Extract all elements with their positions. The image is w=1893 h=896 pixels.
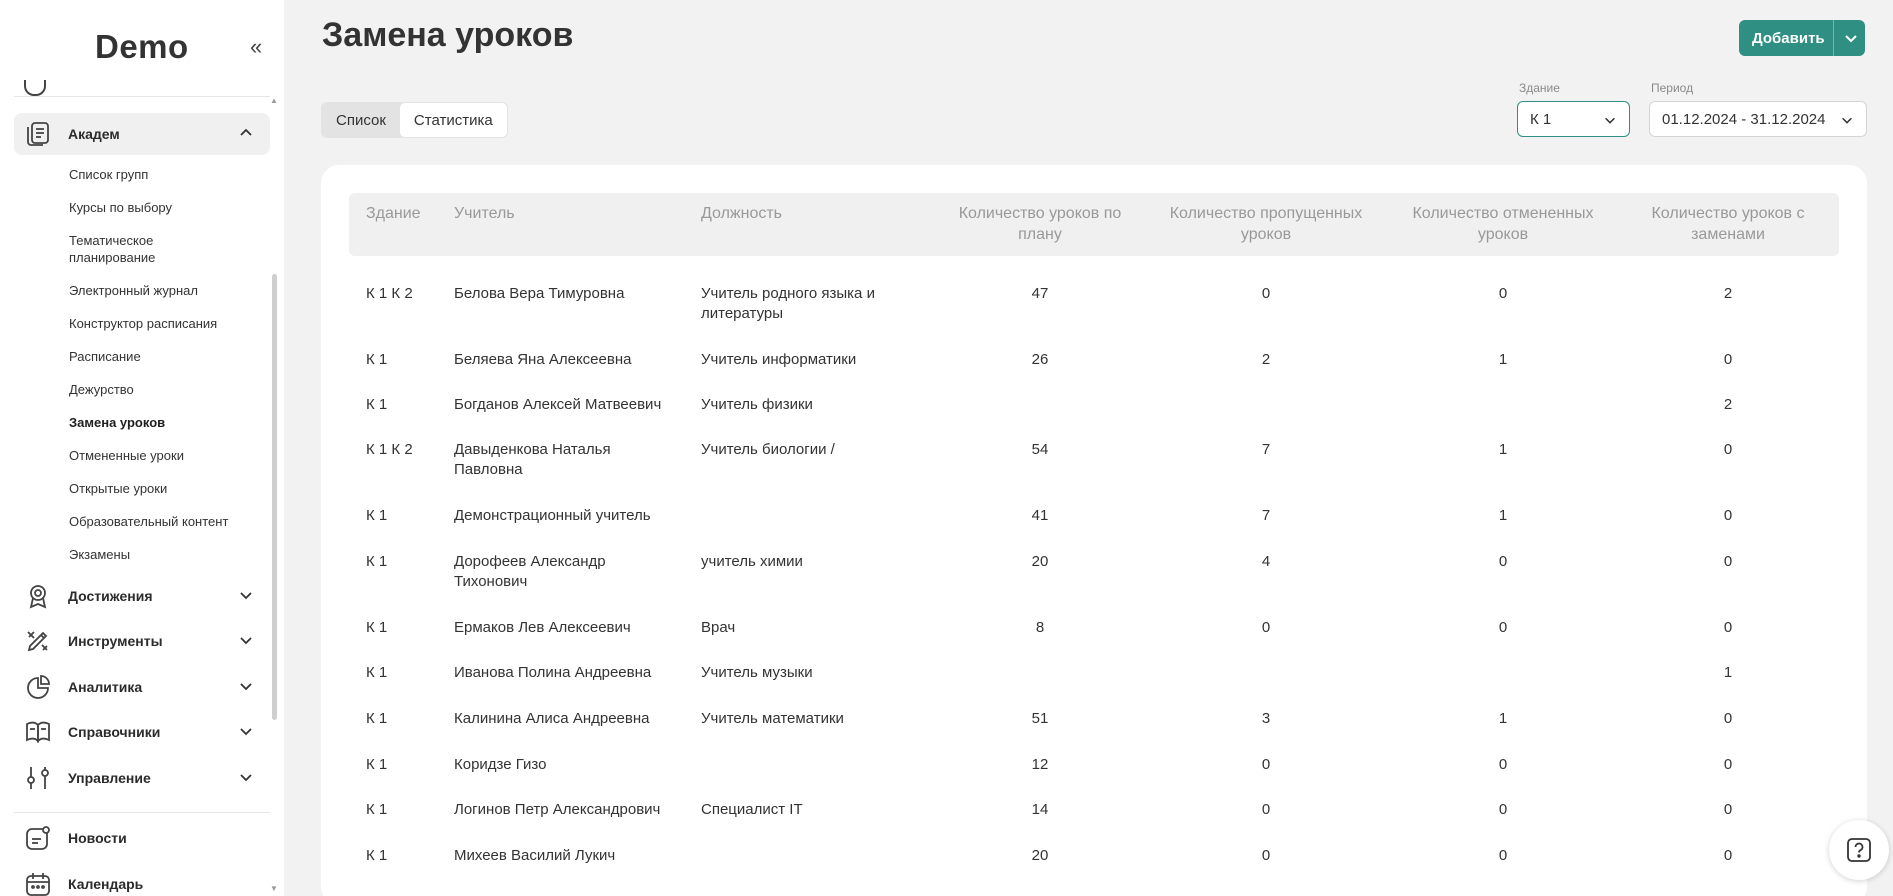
add-button-label: Добавить xyxy=(1752,29,1825,47)
sidebar-scrollbar[interactable] xyxy=(272,274,277,720)
cell-replaced: 0 xyxy=(1723,507,1733,524)
sidebar-item-lesson-replacement[interactable]: Замена уроков xyxy=(69,415,166,430)
cell-building: К 1 К 2 xyxy=(366,285,413,302)
divider xyxy=(14,96,270,97)
news-icon xyxy=(24,824,52,852)
sidebar-section-label: Аналитика xyxy=(68,679,143,695)
cell-planned: 47 xyxy=(1031,285,1049,302)
cell-building: К 1 xyxy=(366,553,388,570)
sidebar-item-thematic-planning[interactable]: Тематическое планирование xyxy=(69,233,156,265)
cell-building: К 1 xyxy=(366,507,388,524)
divider xyxy=(1833,20,1834,56)
chevron-down-icon xyxy=(1603,113,1617,127)
sidebar-item-electives[interactable]: Курсы по выбору xyxy=(69,200,173,215)
building-select-value: К 1 xyxy=(1530,110,1552,128)
cell-building: К 1 xyxy=(366,619,388,636)
tab-list[interactable]: Список xyxy=(322,103,400,137)
cell-building: К 1 xyxy=(366,756,388,773)
cell-teacher: Михеев Василий Лукич xyxy=(454,847,616,864)
sidebar-section-label: Справочники xyxy=(68,724,161,740)
cell-position: учитель химии xyxy=(701,553,803,570)
cell-position: Специалист IT xyxy=(701,801,803,818)
cell-replaced: 0 xyxy=(1723,801,1733,818)
cell-building: К 1 xyxy=(366,847,388,864)
cell-replaced: 0 xyxy=(1723,351,1733,368)
sidebar-item-edu-content[interactable]: Образовательный контент xyxy=(69,514,229,529)
cell-replaced: 0 xyxy=(1723,847,1733,864)
sidebar-item-exams[interactable]: Экзамены xyxy=(69,547,131,562)
cell-teacher: Белова Вера Тимуровна xyxy=(454,285,625,302)
sidebar-section-calendar[interactable] xyxy=(14,863,270,896)
page-title: Замена уроков xyxy=(322,16,574,54)
column-header-missed[interactable]: Количество пропущенных уроков xyxy=(1169,205,1363,243)
cell-teacher: Давыденкова Наталья Павловна xyxy=(454,441,611,478)
chevron-down-icon[interactable] xyxy=(238,587,254,603)
cell-building: К 1 xyxy=(366,664,388,681)
cell-planned: 20 xyxy=(1031,553,1049,570)
cell-replaced: 2 xyxy=(1723,285,1733,302)
cell-position: Учитель математики xyxy=(701,710,844,727)
sidebar-section-achievements[interactable] xyxy=(14,575,270,617)
sidebar-section-label: Календарь xyxy=(68,876,144,892)
document-icon xyxy=(24,120,52,148)
cell-building: К 1 xyxy=(366,396,388,413)
chevron-down-icon xyxy=(1840,113,1854,127)
cell-teacher: Демонстрационный учитель xyxy=(454,507,651,524)
cell-planned: 14 xyxy=(1031,801,1049,818)
cell-planned: 26 xyxy=(1031,351,1049,368)
cell-missed: 7 xyxy=(1261,507,1271,524)
sidebar-item-groups[interactable]: Список групп xyxy=(69,167,149,182)
cell-missed: 2 xyxy=(1261,351,1271,368)
column-header-planned[interactable]: Количество уроков по плану xyxy=(958,205,1122,243)
cell-cancelled: 1 xyxy=(1498,441,1508,458)
cell-planned: 51 xyxy=(1031,710,1049,727)
sidebar-section-akadem[interactable] xyxy=(14,113,270,155)
cell-cancelled: 1 xyxy=(1498,351,1508,368)
sidebar-item-cancelled-lessons[interactable]: Отмененные уроки xyxy=(69,448,184,463)
cell-replaced: 0 xyxy=(1723,553,1733,570)
period-select[interactable] xyxy=(1649,101,1867,137)
table-card xyxy=(321,165,1867,896)
sidebar-item-journal[interactable]: Электронный журнал xyxy=(69,283,198,298)
sidebar-item-open-lessons[interactable]: Открытые уроки xyxy=(69,481,168,496)
sidebar-section-label: Инструменты xyxy=(68,633,163,649)
sidebar-section-news[interactable] xyxy=(14,817,270,859)
building-filter-label: Здание xyxy=(1519,81,1560,95)
cell-position: Учитель информатики xyxy=(701,351,857,368)
cell-missed: 0 xyxy=(1261,285,1271,302)
chevron-down-icon[interactable] xyxy=(238,769,254,785)
cell-teacher: Калинина Алиса Андреевна xyxy=(454,710,650,727)
help-button[interactable] xyxy=(1829,820,1889,880)
cell-planned: 8 xyxy=(1035,619,1045,636)
cell-position: Учитель музыки xyxy=(701,664,813,681)
cell-position: Учитель физики xyxy=(701,396,813,413)
column-header-replaced[interactable]: Количество уроков с заменами xyxy=(1651,205,1805,243)
cell-planned: 20 xyxy=(1031,847,1049,864)
collapse-sidebar-icon[interactable]: « xyxy=(250,34,263,59)
building-select[interactable] xyxy=(1517,101,1630,137)
cell-planned: 12 xyxy=(1031,756,1049,773)
sidebar-item-duty[interactable]: Дежурство xyxy=(69,382,134,397)
cell-cancelled: 0 xyxy=(1498,619,1508,636)
cell-position: Учитель биологии / xyxy=(701,441,835,458)
cell-position: Учитель родного языка и литературы xyxy=(701,285,875,322)
cell-missed: 0 xyxy=(1261,619,1271,636)
sidebar-section-label: Новости xyxy=(68,830,127,846)
tools-icon xyxy=(24,627,52,655)
cell-cancelled: 0 xyxy=(1498,553,1508,570)
cell-building: К 1 xyxy=(366,801,388,818)
column-header-teacher[interactable]: Учитель xyxy=(454,205,515,222)
cell-cancelled: 0 xyxy=(1498,801,1508,818)
cell-teacher: Ермаков Лев Алексеевич xyxy=(454,619,631,636)
cell-building: К 1 К 2 xyxy=(366,441,413,458)
cell-teacher: Коридзе Гизо xyxy=(454,756,547,773)
cell-building: К 1 xyxy=(366,351,388,368)
sidebar-section-management[interactable] xyxy=(14,757,270,799)
cell-building: К 1 xyxy=(366,710,388,727)
cell-teacher: Беляева Яна Алексеевна xyxy=(454,351,632,368)
cell-missed: 7 xyxy=(1261,441,1271,458)
calendar-icon xyxy=(24,870,52,896)
sidebar-section-label: Управление xyxy=(68,770,151,786)
sidebar-item-schedule[interactable]: Расписание xyxy=(69,349,141,364)
chevron-down-icon[interactable] xyxy=(1843,30,1859,46)
sidebar-section-label: Академ xyxy=(68,126,120,142)
sidebar-section-tools[interactable] xyxy=(14,620,270,662)
add-button[interactable] xyxy=(1739,20,1865,56)
scroll-down-arrow-icon[interactable]: ▼ xyxy=(270,884,278,893)
cell-cancelled: 0 xyxy=(1498,847,1508,864)
column-header-building[interactable]: Здание xyxy=(366,205,421,222)
tab-statistics[interactable]: Статистика xyxy=(400,103,507,137)
sidebar-section-analytics[interactable] xyxy=(14,666,270,708)
cell-replaced: 0 xyxy=(1723,441,1733,458)
column-header-position[interactable]: Должность xyxy=(701,205,782,222)
book-icon xyxy=(24,718,52,746)
chevron-down-icon[interactable] xyxy=(238,678,254,694)
cell-teacher: Логинов Петр Александрович xyxy=(454,801,661,818)
cell-replaced: 0 xyxy=(1723,756,1733,773)
cell-replaced: 2 xyxy=(1723,396,1733,413)
cell-cancelled: 1 xyxy=(1498,507,1508,524)
cell-missed: 0 xyxy=(1261,801,1271,818)
sidebar-item-schedule-builder[interactable]: Конструктор расписания xyxy=(69,316,218,331)
cell-planned: 41 xyxy=(1031,507,1049,524)
chevron-down-icon[interactable] xyxy=(238,723,254,739)
app-logo: Demo xyxy=(95,28,189,65)
cell-replaced: 0 xyxy=(1723,619,1733,636)
cell-planned: 54 xyxy=(1031,441,1049,458)
cell-teacher: Дорофеев Александр Тихонович xyxy=(454,553,606,590)
help-icon xyxy=(1845,836,1873,864)
cell-teacher: Иванова Полина Андреевна xyxy=(454,664,652,681)
cell-cancelled: 0 xyxy=(1498,285,1508,302)
sliders-icon xyxy=(24,764,52,792)
view-tabs xyxy=(321,102,508,138)
cell-missed: 0 xyxy=(1261,847,1271,864)
partial-section-icon xyxy=(24,80,46,96)
sidebar-section-references[interactable] xyxy=(14,711,270,753)
chevron-up-icon[interactable] xyxy=(238,125,254,141)
scroll-up-arrow-icon[interactable]: ▲ xyxy=(270,96,278,105)
cell-cancelled: 0 xyxy=(1498,756,1508,773)
cell-replaced: 1 xyxy=(1723,664,1733,681)
period-filter-label: Период xyxy=(1651,81,1694,95)
badge-icon xyxy=(24,582,52,610)
cell-cancelled: 1 xyxy=(1498,710,1508,727)
sidebar xyxy=(0,0,284,896)
divider xyxy=(14,812,270,813)
cell-missed: 4 xyxy=(1261,553,1271,570)
sidebar-section-label: Достижения xyxy=(68,588,153,604)
pie-chart-icon xyxy=(24,673,52,701)
chevron-down-icon[interactable] xyxy=(238,632,254,648)
cell-missed: 3 xyxy=(1261,710,1271,727)
column-header-cancelled[interactable]: Количество отмененных уроков xyxy=(1412,205,1594,243)
cell-replaced: 0 xyxy=(1723,710,1733,727)
cell-teacher: Богданов Алексей Матвеевич xyxy=(454,396,662,413)
cell-missed: 0 xyxy=(1261,756,1271,773)
cell-position: Врач xyxy=(701,619,736,636)
period-select-value: 01.12.2024 - 31.12.2024 xyxy=(1662,110,1826,128)
